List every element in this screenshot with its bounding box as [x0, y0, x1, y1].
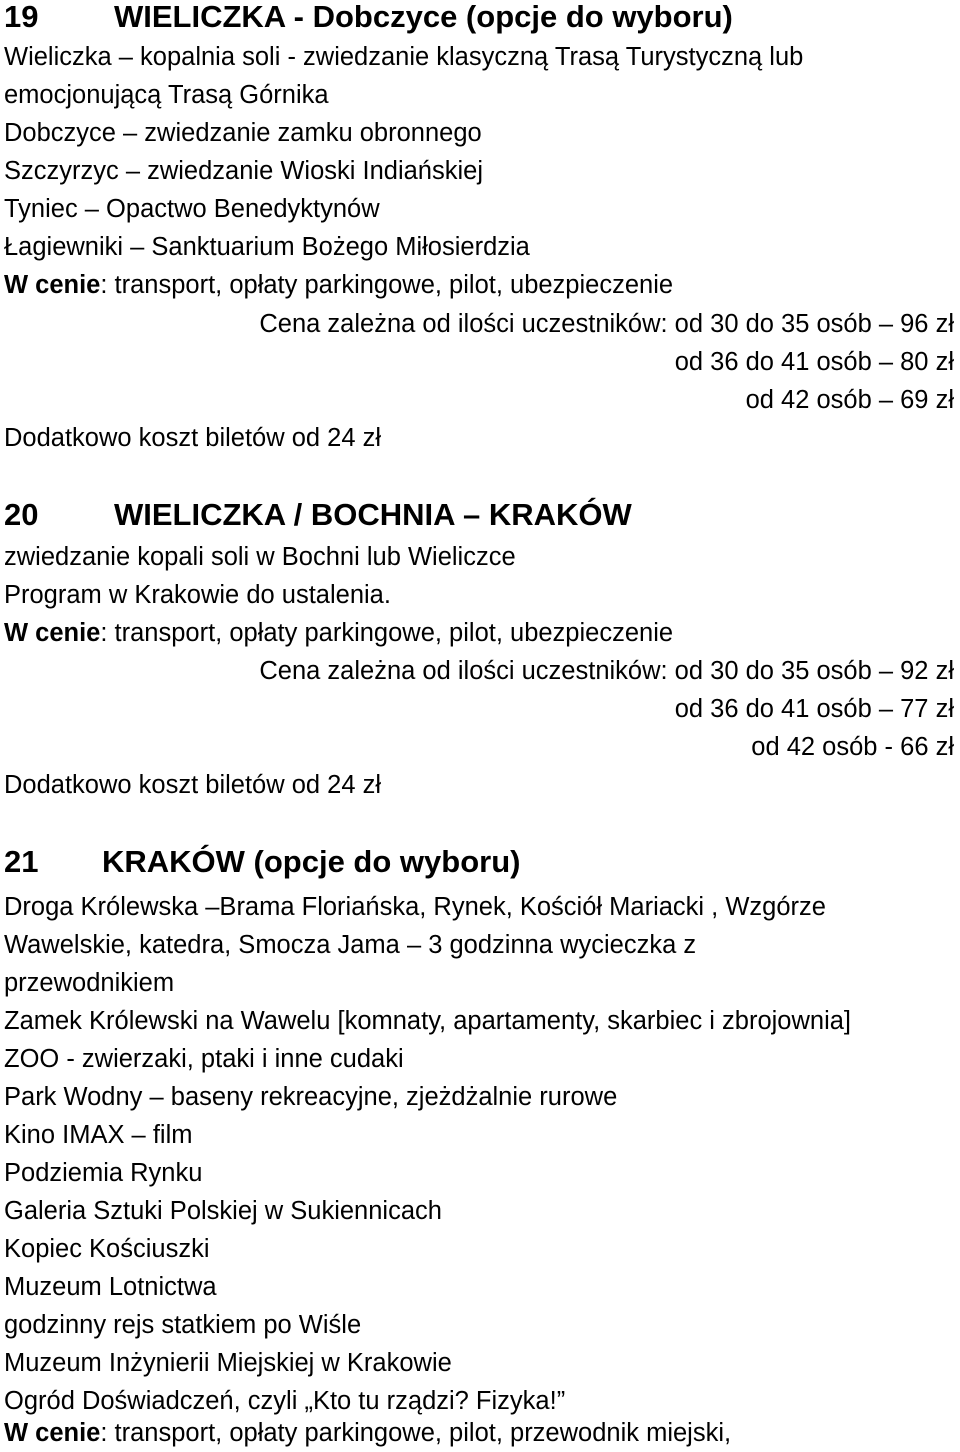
text-line: ZOO - zwierzaki, ptaki i inne cudaki [4, 1045, 404, 1073]
price-line: Cena zależna od ilości uczestników: od 30 do 35 osób – 96 zł [259, 310, 954, 338]
section-title: WIELICZKA / BOCHNIA – KRAKÓW [114, 497, 632, 532]
text-line: Wieliczka – kopalnia soli - zwiedzanie klasyczną Trasą Turystyczną lub [4, 43, 804, 71]
extra-cost-line: Dodatkowo koszt biletów od 24 zł [4, 771, 382, 799]
text-line: Park Wodny – baseny rekreacyjne, zjeżdżalnie rurowe [4, 1083, 618, 1111]
price-includes-text: : transport, opłaty parkingowe, pilot, przewodnik miejski, [100, 1419, 732, 1447]
price-line: Cena zależna od ilości uczestników: od 30 do 35 osób – 92 zł [259, 657, 954, 685]
price-includes-label: W cenie [4, 271, 101, 299]
text-line: Muzeum Lotnictwa [4, 1273, 217, 1301]
price-line: od 42 osób - 66 zł [751, 733, 954, 761]
extra-cost-line: Dodatkowo koszt biletów od 24 zł [4, 424, 382, 452]
section-title: WIELICZKA - Dobczyce (opcje do wyboru) [114, 0, 733, 34]
price-includes-label: W cenie [4, 619, 101, 647]
text-line: Dobczyce – zwiedzanie zamku obronnego [4, 119, 482, 147]
section-title: KRAKÓW (opcje do wyboru) [102, 844, 521, 879]
price-includes-label: W cenie [4, 1419, 101, 1447]
text-line: Szczyrzyc – zwiedzanie Wioski Indiańskiej [4, 157, 483, 185]
price-includes-line [4, 614, 673, 652]
section-number: 20 [4, 497, 39, 532]
text-line: Kopiec Kościuszki [4, 1235, 210, 1263]
text-line: Podziemia Rynku [4, 1159, 203, 1187]
section-number: 19 [4, 0, 39, 34]
price-includes-text: : transport, opłaty parkingowe, pilot, ubezpieczenie [100, 619, 674, 647]
text-line: Tyniec – Opactwo Benedyktynów [4, 195, 380, 223]
price-includes-line [4, 266, 673, 304]
price-includes-line [4, 1414, 731, 1452]
text-line: przewodnikiem [4, 969, 175, 997]
text-line: Program w Krakowie do ustalenia. [4, 581, 391, 609]
section-heading [4, 843, 520, 881]
section-heading [4, 496, 632, 534]
text-line: Kino IMAX – film [4, 1121, 193, 1149]
text-line: Zamek Królewski na Wawelu [komnaty, apartamenty, skarbiec i zbrojownia] [4, 1007, 852, 1035]
price-line: od 42 osób – 69 zł [745, 386, 954, 414]
price-line: od 36 do 41 osób – 80 zł [674, 348, 954, 376]
text-line: Łagiewniki – Sanktuarium Bożego Miłosierdzia [4, 233, 530, 261]
price-includes-text: : transport, opłaty parkingowe, pilot, ubezpieczenie [100, 271, 674, 299]
text-line: emocjonującą Trasą Górnika [4, 81, 329, 109]
text-line: Galeria Sztuki Polskiej w Sukiennicach [4, 1197, 442, 1225]
text-line: Muzeum Inżynierii Miejskiej w Krakowie [4, 1349, 452, 1377]
text-line: Ogród Doświadczeń, czyli „Kto tu rządzi? Fizyka!” [4, 1387, 566, 1415]
text-line: Wawelskie, katedra, Smocza Jama – 3 godzinna wycieczka z [4, 931, 697, 959]
price-line: od 36 do 41 osób – 77 zł [674, 695, 954, 723]
text-line: zwiedzanie kopali soli w Bochni lub Wieliczce [4, 543, 516, 571]
text-line: godzinny rejs statkiem po Wiśle [4, 1311, 362, 1339]
section-heading [4, 0, 733, 36]
text-line: Droga Królewska –Brama Floriańska, Rynek, Kościół Mariacki , Wzgórze [4, 893, 826, 921]
section-number: 21 [4, 844, 39, 879]
